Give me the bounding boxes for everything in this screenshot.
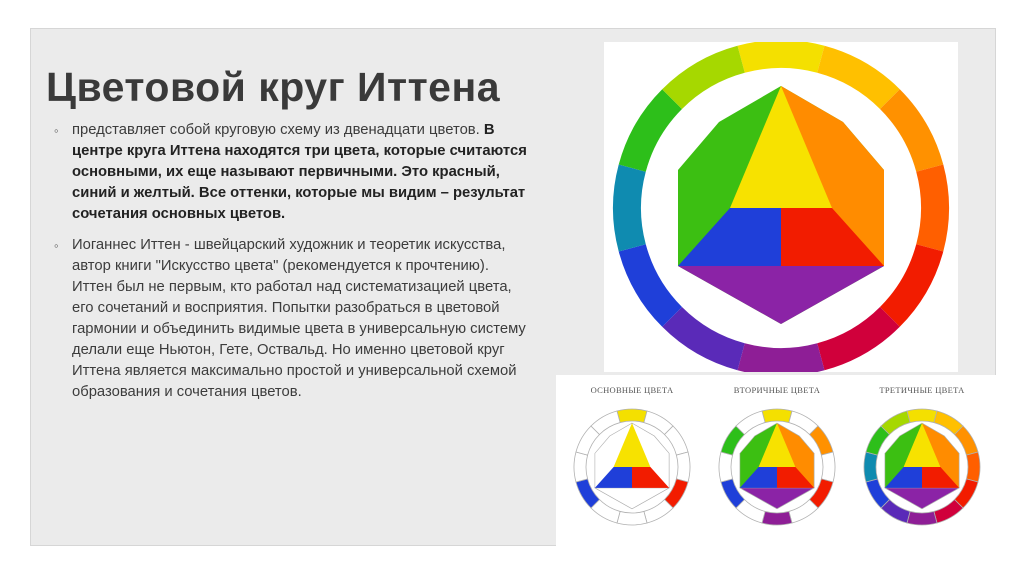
bullet-list — [58, 120, 528, 413]
wheel-segment — [619, 89, 682, 172]
wheel-segment — [662, 307, 745, 370]
mini-wheel-segment — [966, 452, 980, 482]
mini-wheel-segment — [907, 409, 937, 423]
mini-wheel-segment — [762, 409, 792, 423]
mini-wheel-segment — [907, 511, 937, 525]
wheel-segment — [738, 42, 825, 73]
secondary-colors-diagram — [707, 385, 847, 531]
mini-wheel-segment — [617, 511, 647, 525]
wheel-segment — [613, 165, 646, 252]
mini-wheel-segment — [676, 452, 690, 482]
wheel-segment — [880, 244, 943, 327]
mini-wheel-segment — [864, 452, 878, 482]
secondary-colors-wheel — [712, 401, 842, 531]
mini-wheel-segment — [821, 452, 835, 482]
bullet-item-intro — [58, 120, 528, 225]
mini-wheel-segment — [617, 409, 647, 423]
tertiary-colors-wheel — [857, 401, 987, 531]
primary-colors-title: ОСНОВНЫЕ ЦВЕТА — [590, 385, 674, 395]
primary-colors-diagram — [562, 385, 702, 531]
tertiary-colors-diagram — [852, 385, 992, 531]
secondary-colors-title: ВТОРИЧНЫЕ ЦВЕТА — [733, 385, 821, 395]
wheel-segment — [817, 307, 900, 370]
itten-color-wheel-image — [604, 42, 958, 372]
bullet-itten-text: Иоганнес Иттен - швейцарский художник и теоретик искусства, автор книги "Искусство цвета" (рекомендуется к прочтению). Иттен был не первым, кто работал над систематизацией цвета, его сочетаний и восприятия. Попытки разобраться в цветовой гармонии и объединить видимые цвета в универсальную систему делали еще Ньютон, Гете, Оствальд. Но именно цветовой круг Иттена является максимально простой и универсальной схемой образования и сочетания цветов. — [72, 237, 526, 400]
bullet-intro-bold-text: В центре круга Иттена находятся три цвета, которые считаются основными, их еще называют первичными. Это красный, синий и желтый. Все оттенки, которые мы видим – результат сочетания основных цветов. — [72, 122, 527, 222]
primary-colors-wheel — [567, 401, 697, 531]
wheel-segment — [619, 244, 682, 327]
wheel-segment — [880, 89, 943, 172]
wheel-segment — [738, 343, 825, 372]
wheel-center — [678, 86, 884, 324]
mini-wheel-segment — [574, 452, 588, 482]
slide-title: Цветовой круг Иттена — [46, 64, 501, 110]
wheel-segment — [916, 165, 949, 252]
color-diagrams-panel — [556, 375, 1000, 548]
itten-color-wheel — [604, 42, 958, 372]
center-violet-segment — [678, 266, 884, 324]
wheel-segment — [817, 46, 900, 109]
mini-wheel-segment — [719, 452, 733, 482]
bullet-intro-text: представляет собой круговую схему из двенадцати цветов. — [72, 122, 480, 138]
mini-wheel-segment — [762, 511, 792, 525]
bullet-item-itten — [58, 235, 528, 403]
tertiary-colors-title: ТРЕТИЧНЫЕ ЦВЕТА — [879, 385, 965, 395]
wheel-segment — [662, 46, 745, 109]
